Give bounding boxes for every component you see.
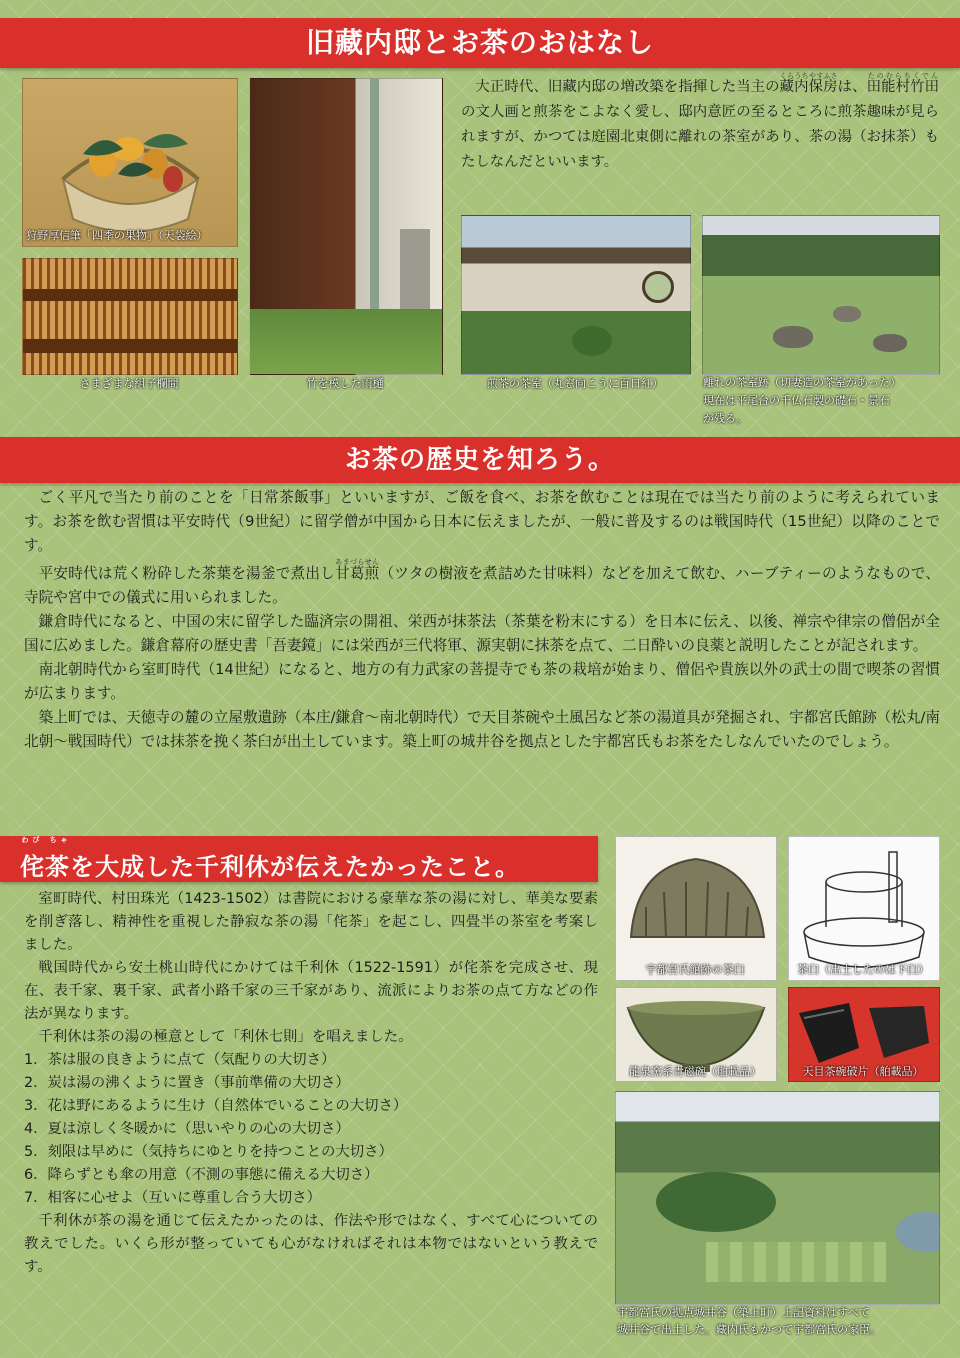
kiidani-valley-photo <box>615 1091 940 1305</box>
caption-annex-ruins-3: が残る。 <box>703 412 747 425</box>
intro-pre: 大正時代、旧藏内邸の増改築を指揮した当主の <box>475 79 780 95</box>
rule-item: 4．夏は涼しく冬暖かに（思いやりの心の大切さ） <box>24 1121 350 1137</box>
ranma-photo <box>22 258 238 375</box>
section1-intro <box>461 72 939 175</box>
fruit-painting-photo <box>22 78 238 247</box>
wabicha-p2: 戦国時代から安土桃山時代にかけては千利休（1522-1591）が侘茶を完成させ、現在、表千家、裏千家、武者小路千家の三千家があり、流派によりお茶の点て方などの作法が異なります。 <box>24 960 598 1022</box>
caption-chausu-drawing: 茶臼（出土したのは下臼） <box>797 963 929 976</box>
rule-item: 3．花は野にあるように生け（自然体でいることの大切さ） <box>24 1098 408 1114</box>
rule-item: 7．相客に心せよ（互いに尊重し合う大切さ） <box>24 1190 321 1206</box>
history-p5: 築上町では、天徳寺の麓の立屋敷遺跡（本庄/鎌倉～南北朝時代）で天目茶碗や土風呂など茶の湯道具が発掘され、宇都宮氏館跡（松丸/南北朝～戦国時代）では抹茶を挽く茶臼が出土しています。築上町の城井谷を拠点とした宇都宮氏もお茶をたしなんでいたのでしょう。 <box>24 709 940 750</box>
millstone-illustration <box>616 837 776 980</box>
section1-title-banner <box>0 18 960 68</box>
fruit-basket-illustration <box>23 79 237 246</box>
wabicha-p1: 室町時代、村田珠光（1423-1502）は書院における豪華な茶の湯に対し、華美な要素を削ぎ落し、精神性を重視した静寂な茶の湯「侘茶」を起こし、四畳半の茶室を考案しました。 <box>24 891 598 953</box>
section2-title: お茶の歴史を知ろう。 <box>344 445 615 475</box>
rikyu-seven-rules <box>24 1049 598 1210</box>
section2-title-banner <box>0 437 960 483</box>
history-p1: ごく平凡で当たり前のことを「日常茶飯事」といいますが、ご飯を食べ、お茶を飲むことは現在では当たり前のように考えられています。お茶を飲む習慣は平安時代（9世紀）に留学僧が中国から日本に伝えましたが、一般に普及するのは戦国時代（15世紀）以降のことです。 <box>24 489 940 554</box>
history-p3: 鎌倉時代になると、中国の宋に留学した臨済宗の開祖、栄西が抹茶法（茶葉を粉末にする）を日本に伝え、以後、禅宗や律宗の僧侶が全国に広めました。鎌倉幕府の歴史書「吾妻鏡」には栄西が三代将軍、源実朝に抹茶を点て、二日酔いの良薬と説明したことが記されます。 <box>24 613 940 654</box>
caption-valley-2: 城井谷で出土した。藏内氏もかつて宇都宮氏の家臣。 <box>617 1323 881 1336</box>
caption-annex-ruins-1: 離れの茶室跡（切妻造の茶室があった） <box>703 376 901 389</box>
amazurasen-ruby: 甘葛煎あまづらせん <box>334 558 380 582</box>
wabicha-p3: 千利休は茶の湯の極意として「利休七則」を唱えました。 <box>38 1029 413 1045</box>
caption-annex-ruins-2: 現在は平尾台の千仏石製の礎石・景石 <box>703 394 890 407</box>
caption-chausu-site: 宇都宮氏館跡の茶臼 <box>645 963 745 976</box>
rule-item: 2．炭は湯の沸くように置き（事前準備の大切さ） <box>24 1075 350 1091</box>
caption-sencha-room: 煎茶の茶室（丸窓向こうに百日紅） <box>487 377 663 390</box>
caption-celadon-bowl: 龍泉窯系青磁碗（舶載品） <box>629 1065 761 1078</box>
section2-body <box>24 486 940 754</box>
intro-post: の文人画と煎茶をこよなく愛し、邸内意匠の至るところに煎茶趣味が見られますが、かつては庭園北東側に離れの茶室があり、茶の湯（お抹茶）もたしなんだといいます。 <box>461 104 939 170</box>
annex-ruins-photo <box>702 215 940 375</box>
caption-bamboo-gutter: 竹を模した雨樋 <box>306 377 384 390</box>
history-p4: 南北朝時代から室町時代（14世紀）になると、地方の有力武家の菩提寺でも茶の栽培が始まり、僧侶や貴族以外の武士の間で喫茶の習慣が広まります。 <box>24 661 940 702</box>
history-p2: 平安時代は荒く粉砕した茶葉を湯釜で煮出し甘葛煎あまづらせん（ツタの樹液を煮詰めた甘味料）などを加えて飲む、ハーブティーのようなもので、寺院や宮中での儀式に用いられました。 <box>24 558 940 606</box>
section3-body <box>24 888 598 1279</box>
rule-item: 1．茶は服の良きように点て（気配りの大切さ） <box>24 1052 336 1068</box>
section1-title: 旧藏内邸とお茶のおはなし <box>305 26 654 59</box>
intro-mid: は、 <box>837 79 867 95</box>
wabicha-p4: 千利休が茶の湯を通じて伝えたかったのは、作法や形ではなく、すべて心についての教えでした。いくら形が整っていても心がなければそれは本物ではないという教えです。 <box>24 1213 598 1275</box>
caption-tenmoku-shards: 天目茶碗破片（舶載品） <box>802 1065 924 1078</box>
caption-valley-1: 宇都宮氏の拠点城井谷（築上町）上記資料はすべて <box>617 1306 870 1319</box>
caption-ranma: さまざまな組子欄間 <box>79 377 179 390</box>
rule-item: 5．刻限は早めに（気持ちにゆとりを持つことの大切さ） <box>24 1144 393 1160</box>
intro-place-ruby: 田能村竹田たのむらちくでん <box>866 72 939 95</box>
wabicha-ruby: 侘茶わび ちゃ <box>20 836 70 881</box>
bamboo-gutter-photo <box>249 78 443 375</box>
section3-title: 侘茶わび ちゃを大成した千利休が伝えたかったこと。 <box>20 836 520 881</box>
sencha-room-photo <box>461 215 691 375</box>
chausu-site-photo <box>615 836 777 981</box>
section3-title-banner <box>0 836 598 882</box>
caption-fruit-painting: 狩野厚信筆「四季の果物」（天袋絵） <box>26 229 208 242</box>
chausu-drawing <box>788 836 940 981</box>
intro-name-ruby: 藏内保房くらうちやすふさ <box>779 72 838 95</box>
chausu-line-drawing <box>789 837 939 980</box>
rule-item: 6．降らずとも傘の用意（不測の事態に備える大切さ） <box>24 1167 379 1183</box>
